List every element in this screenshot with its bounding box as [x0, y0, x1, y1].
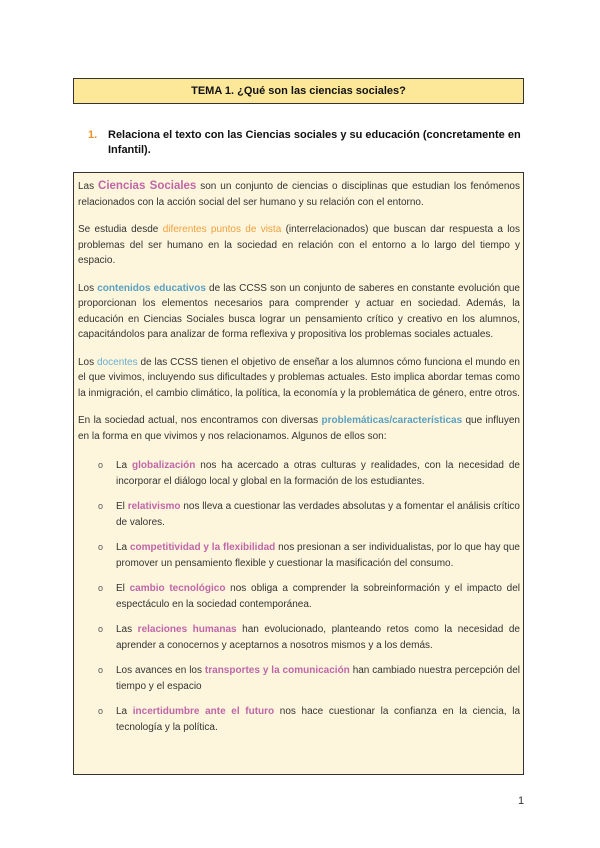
paragraph-docentes [78, 355, 520, 402]
list-item [78, 704, 520, 735]
highlight-term: relaciones humanas [137, 624, 237, 635]
bullet-circle-icon: o [98, 665, 104, 675]
text: La [116, 542, 130, 553]
text: La [116, 460, 133, 471]
text: que influyen en la forma en que vivimos y nos relacionamos. Algunos de ellos son: [78, 415, 520, 442]
text: Las [78, 181, 99, 192]
text: de las CCSS son un conjunto de saberes en constante evolución que proporcionan los elementos necesarios para comprender y actuar en sociedad. Además, la educación en Ciencias Sociales busca lograr un pensamiento crítico y creativo en los alumnos, capacitándolos para analizar de forma reflexiva y propositiva los problemas sociales actuales. [78, 282, 520, 340]
text: (interrelacionados) que buscan dar respuesta a los problemas del ser humano en la sociedad en relación con el entorno a lo largo del tiempo y espacio. [78, 224, 520, 266]
highlight-term: competitividad y la flexibilidad [129, 542, 276, 553]
page-number: 1 [518, 795, 525, 807]
highlight-docentes: docentes [97, 356, 138, 368]
text: nos ha acercado a otras culturas y realidades, con la necesidad de incorporar el diálogo local y global en la formación de los estudiantes. [116, 460, 520, 487]
question-text: Relaciona el texto con las Ciencias sociales y su educación (concretamente en Infantil). [108, 129, 521, 156]
text: El [116, 501, 128, 512]
text: En la sociedad actual, nos encontramos con diversas [78, 415, 322, 426]
list-item [78, 499, 520, 530]
question-item [88, 128, 528, 158]
text: son un conjunto de ciencias o disciplinas que estudian los fenómenos relacionados con la acción social del ser humano y su relación con el entorno. [78, 181, 520, 208]
highlight-contenidos-educativos: contenidos educativos [97, 282, 206, 294]
highlight-term: transportes y la comunicación [204, 665, 350, 676]
text: Los [78, 282, 98, 294]
question-number: 1. [88, 129, 98, 141]
list-item [78, 458, 520, 489]
highlight-term: relativismo [127, 501, 181, 512]
text: Las [116, 624, 138, 635]
bullet-circle-icon: o [98, 542, 104, 552]
text: han evolucionado, planteando retos como la necesidad de aprender a conocernos y aceptarnos a nosotros mismos y a los demás. [116, 624, 520, 651]
bullet-circle-icon: o [98, 624, 104, 634]
text: Los [78, 356, 98, 368]
text: nos hace cuestionar la confianza en la ciencia, la tecnología y la política. [116, 706, 521, 733]
paragraph-ciencias-sociales [78, 179, 520, 210]
text: Se estudia desde [78, 224, 163, 235]
highlight-puntos-de-vista: diferentes puntos de vista [162, 224, 282, 235]
list-item [78, 622, 520, 653]
topic-title: TEMA 1. ¿Qué son las ciencias sociales? [73, 78, 524, 104]
text: nos presionan a ser individualistas, por lo que hay que promover un pensamiento flexible y cuestionar la masificación del consumo. [116, 542, 520, 569]
highlight-term: incertidumbre ante el futuro [132, 706, 275, 717]
bullet-circle-icon: o [98, 706, 104, 716]
paragraph-puntos-de-vista [78, 222, 520, 269]
highlight-problematicas: problemáticas/características [321, 415, 463, 426]
bullet-circle-icon: o [98, 501, 104, 511]
bullet-circle-icon: o [98, 460, 104, 470]
list-item [78, 581, 520, 612]
problematicas-list [78, 458, 520, 735]
highlight-term: cambio tecnológico [129, 583, 226, 594]
text: han cambiado nuestra percepción del tiempo y el espacio [116, 665, 520, 692]
text: El [116, 583, 130, 594]
bullet-circle-icon: o [98, 583, 104, 593]
list-item [78, 663, 520, 694]
paragraph-contenidos [78, 281, 520, 343]
highlight-term: globalización [132, 460, 196, 471]
answer-box [73, 172, 524, 775]
paragraph-problematicas [78, 413, 520, 444]
text: La [116, 706, 133, 717]
text: nos obliga a comprender la sobreinformación y el impacto del espectáculo en la sociedad contemporánea. [116, 583, 520, 610]
text: de las CCSS tienen el objetivo de enseñar a los alumnos cómo funciona el mundo en el que vivimos, incluyendo sus dificultades y problemas actuales. Esto implica abordar temas como la inmigración, el cambio climático, la política, la economía y la problemática de género, entre otros. [78, 356, 520, 399]
list-item [78, 540, 520, 571]
text: Los avances en los [116, 665, 205, 676]
text: nos lleva a cuestionar las verdades absolutas y a fomentar el análisis crítico de valores. [116, 501, 520, 528]
highlight-ciencias-sociales: Ciencias Sociales [98, 180, 197, 192]
